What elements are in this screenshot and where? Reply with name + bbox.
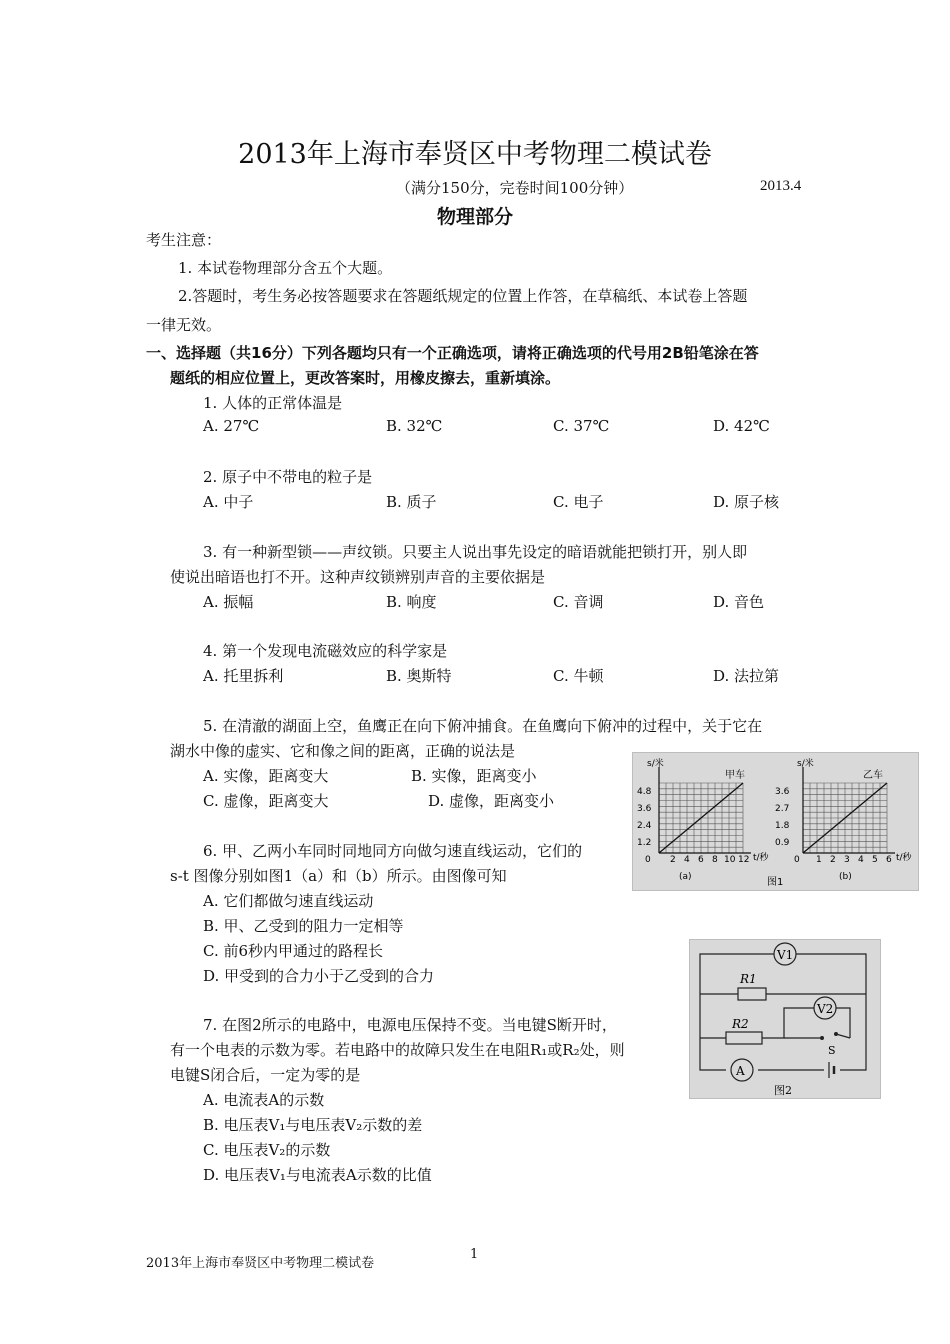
voltmeter-v1 <box>774 943 796 965</box>
figure-1b-ytick-4: 0.9 <box>775 838 790 848</box>
figure-1b-origin: 0 <box>794 855 800 865</box>
q7-option-c: C. 电压表V₂的示数 <box>203 1141 331 1159</box>
figure-1a-ytick-1: 4.8 <box>637 787 652 797</box>
figure-1b-xtick-1: 1 <box>816 855 822 865</box>
page-title: 2013年上海市奉贤区中考物理二模试卷 <box>238 139 712 170</box>
resistor-r2 <box>726 1017 762 1044</box>
exam-date: 2013.4 <box>760 178 802 194</box>
q3-option-a: A. 振幅 <box>203 593 254 611</box>
figure-1b-plot <box>775 757 913 882</box>
q7-stem-line2: 有一个电表的示数为零。若电路中的故障只发生在电阻R₁或R₂处，则 <box>170 1041 625 1059</box>
q5-option-b: B. 实像，距离变小 <box>411 767 537 785</box>
q2-option-c: C. 电子 <box>553 493 604 511</box>
q1-option-c: C. 37℃ <box>553 417 610 435</box>
r1-label: R1 <box>740 972 757 986</box>
q6-stem-line2: s-t 图像分别如图1（a）和（b）所示。由图像可知 <box>170 867 507 885</box>
figure-1a-xtick-6: 12 <box>738 855 750 865</box>
q3-stem-line2: 使说出暗语也打不开。这种声纹锁辨别声音的主要依据是 <box>170 568 546 586</box>
exam-info: （满分150分，完卷时间100分钟） <box>396 179 634 197</box>
figure-1b-xtick-4: 4 <box>858 855 864 865</box>
r2-label: R2 <box>732 1017 749 1031</box>
figure-1-caption: 图1 <box>767 877 784 888</box>
q3-stem-line1: 3. 有一种新型锁——声纹锁。只要主人说出事先设定的暗语就能把锁打开，别人即 <box>203 543 748 561</box>
q2-option-a: A. 中子 <box>203 493 254 511</box>
q5-option-d: D. 虚像，距离变小 <box>428 792 555 810</box>
figure-1a-title: 甲车 <box>725 770 745 781</box>
q1-option-a: A. 27℃ <box>203 417 260 435</box>
part1-heading-line1: 一、选择题（共16分）下列各题均只有一个正确选项，请将正确选项的代号用2B铅笔涂在答 <box>146 344 759 362</box>
q2-option-b: B. 质子 <box>386 493 437 511</box>
q3-option-b: B. 响度 <box>386 593 437 611</box>
figure-1a-ytick-4: 1.2 <box>637 838 652 848</box>
figure-1b-ytick-1: 3.6 <box>775 787 790 797</box>
figure-1b-xtick-2: 2 <box>830 855 836 865</box>
figure-1b-ytick-3: 1.8 <box>775 821 790 831</box>
notice-item-2-line2: 一律无效。 <box>146 316 222 334</box>
figure-1a-ytick-2: 3.6 <box>637 804 652 814</box>
q1-option-b: B. 32℃ <box>386 417 443 435</box>
voltmeter-v2 <box>814 997 836 1019</box>
circuit-wires <box>700 954 866 1070</box>
q7-stem-line1: 7. 在图2所示的电路中，电源电压保持不变。当电键S断开时， <box>203 1016 617 1034</box>
figure-1a-xtick-5: 10 <box>724 855 736 865</box>
q5-option-a: A. 实像，距离变大 <box>203 767 329 785</box>
figure-1a-xtick-4: 8 <box>712 855 718 865</box>
figure-2 <box>689 939 881 1099</box>
figure-1b-ytick-2: 2.7 <box>775 804 790 814</box>
notice-item-1: 1. 本试卷物理部分含五个大题。 <box>178 259 393 277</box>
figure-1a-label: (a) <box>679 872 692 882</box>
footer-text: 2013年上海市奉贤区中考物理二模试卷 <box>146 1256 375 1271</box>
switch-s <box>820 1032 838 1057</box>
figure-1a-xtick-1: 2 <box>670 855 676 865</box>
q2-option-d: D. 原子核 <box>713 493 780 511</box>
q6-stem-line1: 6. 甲、乙两小车同时同地同方向做匀速直线运动，它们的 <box>203 842 583 860</box>
figure-1a-ytick-3: 2.4 <box>637 821 652 831</box>
q4-option-d: D. 法拉第 <box>713 667 780 685</box>
switch-label: S <box>828 1044 836 1057</box>
q4-option-b: B. 奥斯特 <box>386 667 452 685</box>
figure-1b-xtick-5: 5 <box>872 855 878 865</box>
figure-1 <box>632 752 919 891</box>
q6-option-d: D. 甲受到的合力小于乙受到的合力 <box>203 967 435 985</box>
notice-item-2-line1: 2.答题时，考生务必按答题要求在答题纸规定的位置上作答，在草稿纸、本试卷上答题 <box>178 287 748 305</box>
q4-stem: 4. 第一个发现电流磁效应的科学家是 <box>203 642 448 660</box>
q2-stem: 2. 原子中不带电的粒子是 <box>203 468 373 486</box>
figure-2-svg <box>690 940 880 1098</box>
q6-option-a: A. 它们都做匀速直线运动 <box>203 892 374 910</box>
page-number: 1 <box>470 1247 479 1262</box>
battery <box>824 1062 840 1078</box>
q1-option-d: D. 42℃ <box>713 417 770 435</box>
q4-option-c: C. 牛顿 <box>553 667 604 685</box>
notice-heading: 考生注意： <box>146 231 222 249</box>
figure-1b-label: (b) <box>839 872 852 882</box>
section-title: 物理部分 <box>436 206 513 228</box>
q6-option-c: C. 前6秒内甲通过的路程长 <box>203 942 384 960</box>
q7-option-b: B. 电压表V₁与电压表V₂示数的差 <box>203 1116 423 1134</box>
q3-option-c: C. 音调 <box>553 593 604 611</box>
v2-label: V2 <box>817 1002 834 1016</box>
part1-heading-line2: 题纸的相应位置上，更改答案时，用橡皮擦去，重新填涂。 <box>170 369 561 387</box>
figure-1a-xlabel: t/秒 <box>753 853 769 863</box>
figure-1b-xtick-6: 6 <box>886 855 892 865</box>
q4-option-a: A. 托里拆利 <box>203 667 284 685</box>
figure-1a-xtick-2: 4 <box>684 855 690 865</box>
q6-option-b: B. 甲、乙受到的阻力一定相等 <box>203 917 404 935</box>
q3-option-d: D. 音色 <box>713 593 765 611</box>
figure-1b-xtick-3: 3 <box>844 855 850 865</box>
figure-1a-plot <box>637 757 770 882</box>
q5-stem-line1: 5. 在清澈的湖面上空，鱼鹰正在向下俯冲捕食。在鱼鹰向下俯冲的过程中，关于它在 <box>203 717 763 735</box>
q7-stem-line3: 电键S闭合后，一定为零的是 <box>170 1066 361 1084</box>
q5-stem-line2: 湖水中像的虚实、它和像之间的距离，正确的说法是 <box>170 742 516 760</box>
figure-1a-origin: 0 <box>645 855 651 865</box>
resistor-r1 <box>738 972 766 1000</box>
q1-stem: 1. 人体的正常体温是 <box>203 394 343 412</box>
figure-2-caption: 图2 <box>774 1084 792 1097</box>
figure-1a-xtick-3: 6 <box>698 855 704 865</box>
figure-1b-ylabel: s/米 <box>797 759 814 769</box>
figure-1a-ylabel: s/米 <box>647 759 664 769</box>
q7-option-a: A. 电流表A的示数 <box>203 1091 325 1109</box>
figure-1b-xlabel: t/秒 <box>896 853 912 863</box>
figure-1-svg <box>633 753 918 890</box>
v1-label: V1 <box>777 948 794 962</box>
q5-option-c: C. 虚像，距离变大 <box>203 792 329 810</box>
ammeter-a <box>731 1059 753 1081</box>
ammeter-label: A <box>736 1064 745 1078</box>
figure-1b-title: 乙车 <box>863 770 883 781</box>
q7-option-d: D. 电压表V₁与电流表A示数的比值 <box>203 1166 432 1184</box>
